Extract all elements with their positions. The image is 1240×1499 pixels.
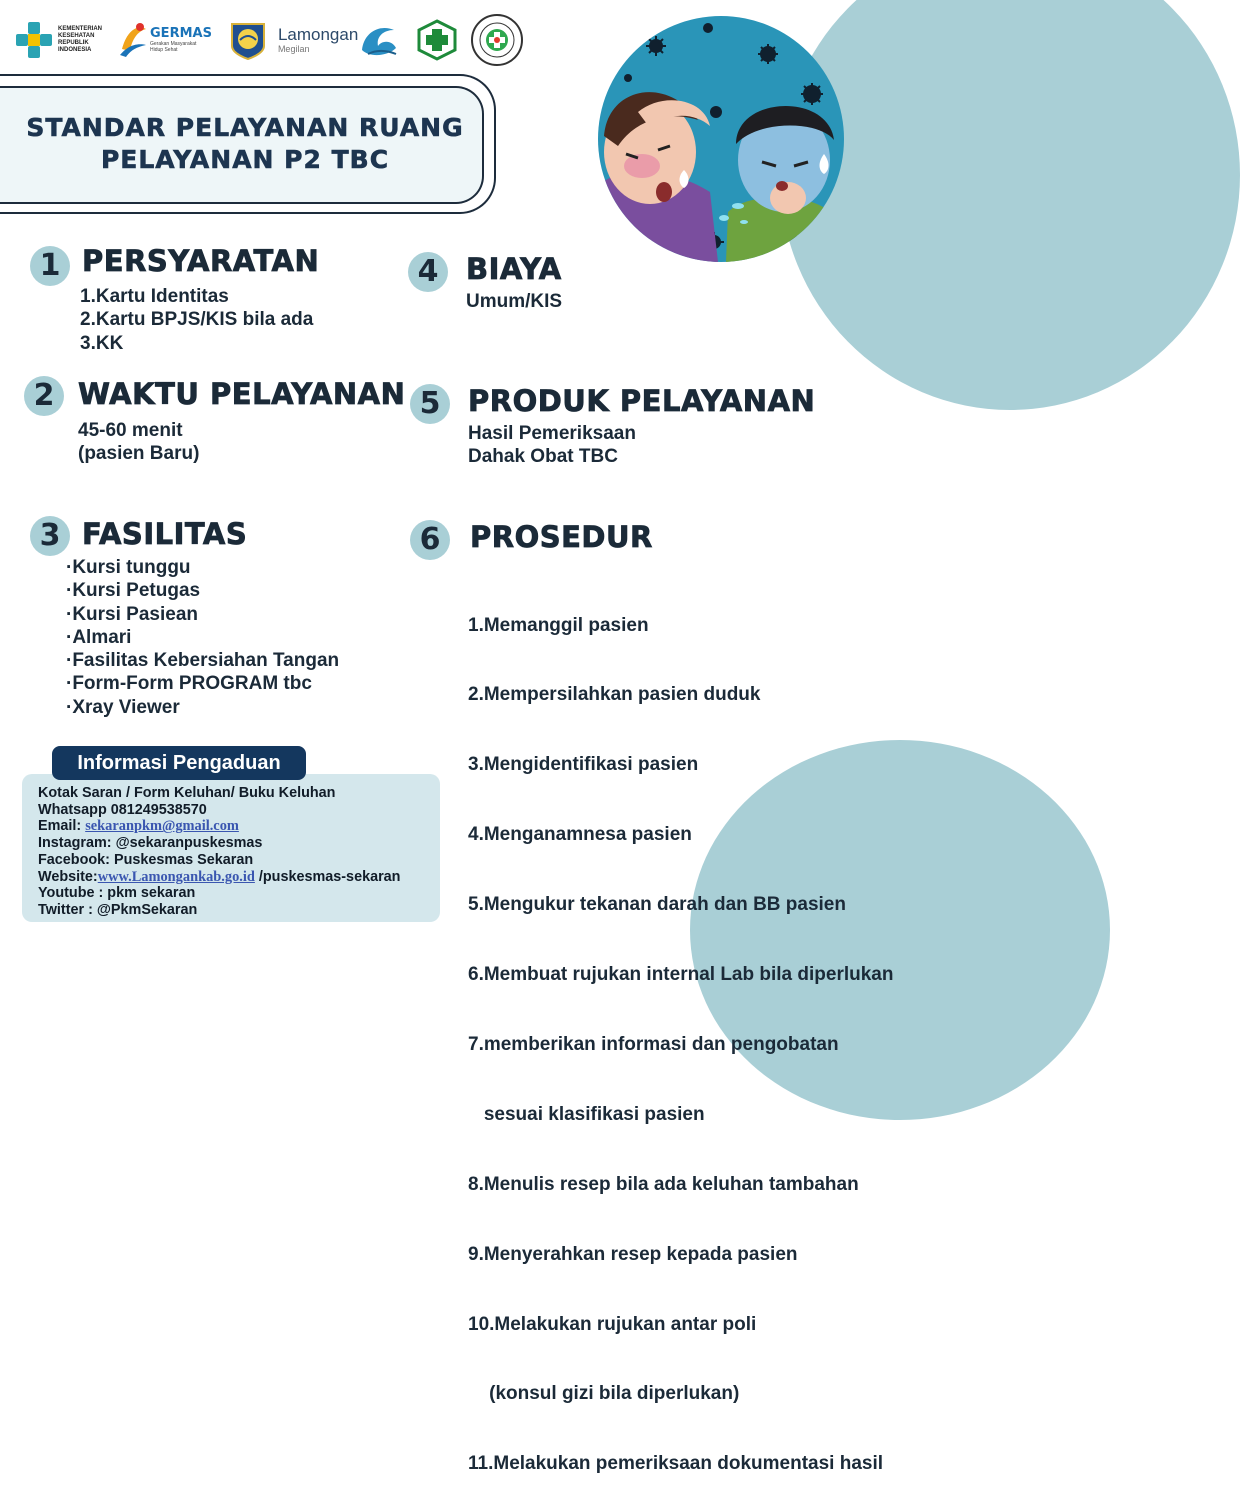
- germas-subtitle: Gerakan Masyarakat: [150, 41, 197, 47]
- section-number-prosedur: 6: [410, 520, 450, 560]
- list-item: 3.KK: [80, 332, 124, 354]
- puskesmas-emblem: [230, 20, 266, 60]
- section-number-produk: 5: [410, 384, 450, 424]
- list-item: ·Kursi Pasiean: [66, 603, 198, 625]
- kemenkes-text-line: REPUBLIK: [58, 40, 89, 46]
- website-path: /puskesmas-sekaran: [254, 868, 401, 885]
- health-cross-logo: [416, 19, 458, 61]
- kemenkes-text-line: KESEHATAN: [58, 33, 95, 39]
- email-label: Email:: [38, 818, 86, 835]
- list-item: 2.Kartu BPJS/KIS bila ada: [80, 309, 314, 331]
- list-item: sesuai klasifikasi pasien: [468, 1103, 705, 1125]
- section-title-persyaratan: PERSYARATAN: [82, 244, 320, 278]
- twitter-line: Twitter : @PkmSekaran: [38, 901, 198, 918]
- list-item: 6.Membuat rujukan internal Lab bila diperlukan: [468, 964, 894, 986]
- kemenkes-logo: [14, 20, 102, 60]
- list-waktu: [78, 419, 199, 466]
- facebook-line: Facebook: Puskesmas Sekaran: [38, 851, 254, 868]
- list-item: (pasien Baru): [78, 443, 200, 465]
- list-item: 10.Melakukan rujukan antar poli: [468, 1313, 757, 1335]
- section-number-waktu: 2: [24, 376, 64, 416]
- list-item: 2.Mempersilahkan pasien duduk: [468, 684, 761, 706]
- whatsapp-line: Whatsapp 081249538570: [38, 801, 207, 818]
- website-label: Website:: [38, 868, 98, 885]
- section-title-produk: PRODUK PELAYANAN: [468, 384, 816, 418]
- page-title: [10, 112, 480, 176]
- list-item: (konsul gizi bila diperlukan): [468, 1383, 740, 1405]
- list-item: ·Xray Viewer: [66, 696, 180, 718]
- list-item: 1.Memanggil pasien: [468, 614, 649, 636]
- list-prosedur: [468, 567, 893, 1499]
- section-number-persyaratan: 1: [30, 246, 70, 286]
- tb-patients-illustration: [598, 16, 844, 262]
- list-persyaratan: [80, 285, 313, 355]
- email-link[interactable]: sekaranpkm@gmail.com: [85, 818, 239, 835]
- list-item: ·Almari: [66, 626, 132, 648]
- logo-row: [14, 10, 534, 70]
- website-line: [38, 869, 400, 886]
- section-number-biaya: 4: [408, 252, 448, 292]
- puskesmas-sekaran-seal: [470, 13, 524, 67]
- germas-subtitle: Hidup Sehat: [150, 47, 178, 53]
- germas-title: GERMAS: [150, 26, 212, 41]
- instagram-line: Instagram: @sekaranpuskesmas: [38, 835, 263, 852]
- germas-logo: [118, 21, 212, 59]
- email-line: [38, 818, 400, 835]
- list-item: Dahak Obat TBC: [468, 446, 618, 468]
- lamongan-logo: [278, 20, 400, 60]
- lamongan-title: Lamongan: [277, 25, 359, 44]
- kemenkes-text-line: KEMENTERIAN: [58, 26, 103, 32]
- list-item: ·Form-Form PROGRAM tbc: [66, 673, 312, 695]
- list-item: 9.Menyerahkan resep kepada pasien: [468, 1243, 798, 1265]
- kotak-saran-line: Kotak Saran / Form Keluhan/ Buku Keluhan: [38, 785, 336, 801]
- section-title-prosedur: PROSEDUR: [470, 520, 653, 554]
- kemenkes-text-line: INDONESIA: [58, 47, 92, 53]
- list-fasilitas: [66, 556, 339, 719]
- decor-blob-top: [780, 0, 1240, 410]
- list-item: ·Kursi Petugas: [66, 580, 201, 602]
- list-item: 11.Melakukan pemeriksaan dokumentasi hasil: [468, 1453, 884, 1475]
- section-title-biaya: BIAYA: [466, 252, 562, 286]
- page-title-line: STANDAR PELAYANAN RUANG: [26, 113, 464, 142]
- list-item: 45-60 menit: [78, 420, 183, 441]
- list-item: 5.Mengukur tekanan darah dan BB pasien: [468, 894, 846, 916]
- section-title-waktu: WAKTU PELAYANAN: [78, 377, 406, 411]
- list-item: 7.memberikan informasi dan pengobatan: [468, 1033, 839, 1055]
- youtube-line: Youtube : pkm sekaran: [38, 885, 196, 902]
- list-biaya: [466, 290, 562, 313]
- list-item: Umum/KIS: [466, 291, 563, 312]
- list-item: ·Kursi tunggu: [66, 557, 191, 578]
- list-item: Hasil Pemeriksaan: [468, 423, 636, 444]
- complaint-details: [38, 785, 400, 919]
- page-title-line: PELAYANAN P2 TBC: [100, 145, 390, 174]
- list-item: 4.Menganamnesa pasien: [468, 824, 692, 846]
- section-number-fasilitas: 3: [30, 516, 70, 556]
- complaint-label: Informasi Pengaduan: [52, 746, 306, 780]
- website-link[interactable]: www.Lamongankab.go.id: [97, 868, 255, 885]
- list-item: ·Fasilitas Kebersiahan Tangan: [66, 650, 340, 672]
- lamongan-subtitle: Megilan: [277, 44, 310, 54]
- list-produk: [468, 422, 636, 469]
- list-item: 3.Mengidentifikasi pasien: [468, 754, 699, 776]
- section-title-fasilitas: FASILITAS: [82, 517, 248, 551]
- list-item: 8.Menulis resep bila ada keluhan tambahan: [468, 1173, 859, 1195]
- list-item: 1.Kartu Identitas: [80, 286, 229, 307]
